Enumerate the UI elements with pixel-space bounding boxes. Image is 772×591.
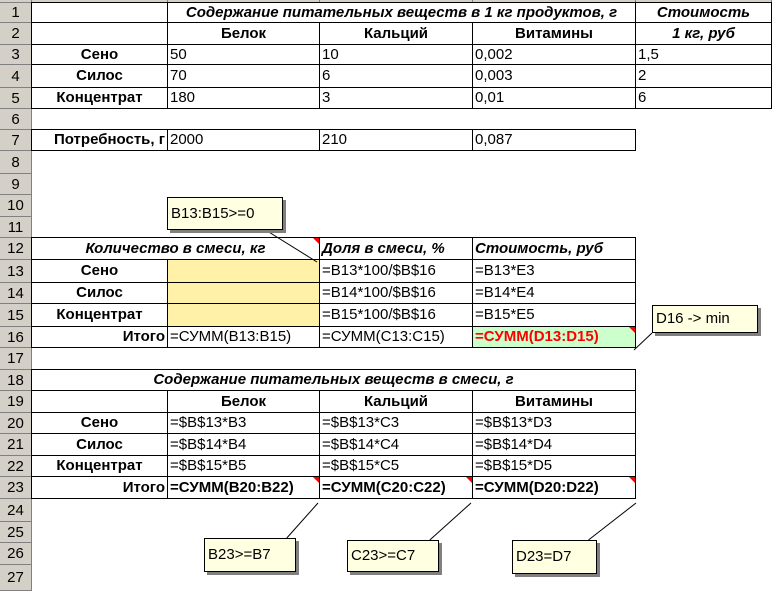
row-header-7[interactable]: 7 — [0, 130, 32, 151]
cell-a3[interactable]: Сено — [80, 46, 119, 63]
cell-b13[interactable] — [168, 260, 319, 282]
cell-border — [31, 22, 168, 45]
comment-arrow-d23 — [589, 503, 637, 540]
cell-b19[interactable]: Белок — [220, 393, 267, 410]
cell-d16[interactable]: =СУММ(D13:D15) — [473, 327, 635, 347]
cell-c12[interactable]: Доля в смеси, % — [322, 240, 445, 257]
cell-c19[interactable]: Кальций — [363, 393, 429, 410]
cell-b1[interactable]: Содержание питательных веществ в 1 кг продуктов, г — [185, 4, 618, 21]
row-header-5[interactable]: 5 — [0, 88, 32, 109]
cell-d7[interactable]: 0,087 — [475, 131, 513, 148]
cell-d19[interactable]: Витамины — [515, 393, 593, 410]
cell-e5[interactable]: 6 — [638, 89, 647, 106]
row-header-14[interactable]: 14 — [0, 283, 32, 304]
cell-border — [31, 2, 168, 23]
row-header-20[interactable]: 20 — [0, 413, 32, 434]
cell-d20[interactable]: =$B$13*D3 — [475, 414, 553, 431]
cell-d21[interactable]: =$B$14*D4 — [475, 436, 553, 453]
cell-a16[interactable]: Итого — [122, 328, 165, 345]
cell-e3[interactable]: 1,5 — [638, 46, 659, 63]
comment-indicator-d23[interactable] — [629, 477, 635, 483]
row-header-10[interactable]: 10 — [0, 195, 32, 217]
cell-d13[interactable]: =B13*E3 — [475, 262, 535, 279]
cell-a21[interactable]: Силос — [76, 436, 123, 453]
row-header-23[interactable]: 23 — [0, 477, 32, 499]
cell-c13[interactable]: =B13*100/$B$16 — [322, 262, 436, 279]
comment-indicator-c23[interactable] — [466, 477, 472, 483]
cell-a14[interactable]: Силос — [76, 284, 123, 301]
cell-b16[interactable]: =СУММ(B13:B15) — [170, 328, 292, 345]
cell-a4[interactable]: Силос — [76, 67, 123, 84]
cell-b7[interactable]: 2000 — [170, 131, 204, 148]
cell-b5[interactable]: 180 — [170, 89, 196, 106]
cell-c4[interactable]: 6 — [322, 67, 331, 84]
comment-arrow-c23 — [430, 503, 471, 540]
cell-c16[interactable]: =СУММ(C13:C15) — [322, 328, 445, 345]
row-header-9[interactable]: 9 — [0, 174, 32, 195]
cell-b21[interactable]: =$B$14*B4 — [170, 436, 247, 453]
cell-c23[interactable]: =СУММ(C20:C22) — [322, 479, 446, 496]
cell-c3[interactable]: 10 — [322, 46, 339, 63]
cell-e1[interactable]: Стоимость — [656, 4, 751, 21]
row-header-3[interactable]: 3 — [0, 45, 32, 65]
cell-a7[interactable]: Потребность, г — [53, 131, 165, 148]
cell-c15[interactable]: =B15*100/$B$16 — [322, 306, 436, 323]
cell-d22[interactable]: =$B$15*D5 — [475, 457, 553, 474]
cell-border — [31, 390, 168, 413]
comment-arrow-b23 — [287, 503, 318, 538]
cell-d5[interactable]: 0,01 — [475, 89, 505, 106]
cell-a12[interactable]: Количество в смеси, кг — [85, 240, 266, 257]
comment-box-c23[interactable]: C23>=C7 — [347, 540, 439, 572]
row-header-22[interactable]: 22 — [0, 456, 32, 477]
row-header-4[interactable]: 4 — [0, 65, 32, 88]
cell-c21[interactable]: =$B$14*C4 — [322, 436, 400, 453]
comment-box-d16[interactable]: D16 -> min — [652, 305, 758, 333]
cell-a22[interactable]: Концентрат — [56, 457, 143, 474]
comment-arrow-d16 — [634, 333, 652, 350]
cell-c5[interactable]: 3 — [322, 89, 331, 106]
cell-a13[interactable]: Сено — [80, 262, 119, 279]
cell-d23[interactable]: =СУММ(D20:D22) — [475, 479, 599, 496]
cell-b2[interactable]: Белок — [220, 25, 267, 42]
cell-c22[interactable]: =$B$15*C5 — [322, 457, 400, 474]
row-header-8[interactable]: 8 — [0, 151, 32, 174]
row-header-16[interactable]: 16 — [0, 327, 32, 348]
cell-b4[interactable]: 70 — [170, 67, 187, 84]
cell-d15[interactable]: =B15*E5 — [475, 306, 535, 323]
row-header-2[interactable]: 2 — [0, 23, 32, 45]
cell-a15[interactable]: Концентрат — [56, 306, 143, 323]
row-header-13[interactable]: 13 — [0, 260, 32, 283]
cell-b23[interactable]: =СУММ(B20:B22) — [170, 479, 294, 496]
cell-c2[interactable]: Кальций — [363, 25, 429, 42]
row-header-21[interactable]: 21 — [0, 434, 32, 456]
row-header-25[interactable]: 25 — [0, 522, 32, 543]
row-header-27[interactable]: 27 — [0, 565, 32, 591]
row-header-11[interactable]: 11 — [0, 217, 32, 238]
cell-a5[interactable]: Концентрат — [56, 89, 143, 106]
row-header-19[interactable]: 19 — [0, 391, 32, 413]
cell-d2[interactable]: Витамины — [515, 25, 593, 42]
cell-e4[interactable]: 2 — [638, 67, 647, 84]
comment-indicator-b12[interactable] — [313, 238, 319, 244]
cell-b15[interactable] — [168, 304, 319, 326]
cell-e2[interactable]: 1 кг, руб — [672, 25, 735, 42]
cell-d12[interactable]: Стоимость, руб — [475, 240, 604, 257]
row-header-6[interactable]: 6 — [0, 109, 32, 130]
comment-box-d23[interactable]: D23=D7 — [512, 540, 597, 574]
row-header-17[interactable]: 17 — [0, 348, 32, 370]
row-header-15[interactable]: 15 — [0, 304, 32, 327]
comment-box-b12[interactable]: B13:B15>=0 — [167, 197, 283, 230]
row-header-26[interactable]: 26 — [0, 543, 32, 565]
cell-d14[interactable]: =B14*E4 — [475, 284, 535, 301]
row-header-12[interactable]: 12 — [0, 238, 32, 260]
cell-c7[interactable]: 210 — [322, 131, 348, 148]
cell-d3[interactable]: 0,002 — [475, 46, 513, 63]
cell-a20[interactable]: Сено — [80, 414, 119, 431]
cell-a18[interactable]: Содержание питательных веществ в смеси, г — [153, 371, 514, 388]
cell-c20[interactable]: =$B$13*C3 — [322, 414, 400, 431]
cell-b22[interactable]: =$B$15*B5 — [170, 457, 247, 474]
cell-a23[interactable]: Итого — [122, 479, 165, 496]
cell-b20[interactable]: =$B$13*B3 — [170, 414, 247, 431]
cell-b14[interactable] — [168, 283, 319, 303]
row-header-18[interactable]: 18 — [0, 370, 32, 391]
comment-box-b23[interactable]: B23>=B7 — [204, 538, 296, 572]
cell-b3[interactable]: 50 — [170, 46, 187, 63]
comment-indicator-b23[interactable] — [313, 477, 319, 483]
row-header-24[interactable]: 24 — [0, 499, 32, 522]
cell-d4[interactable]: 0,003 — [475, 67, 513, 84]
cell-c14[interactable]: =B14*100/$B$16 — [322, 284, 436, 301]
comment-indicator-d16[interactable] — [629, 327, 635, 333]
row-header-1[interactable]: 1 — [0, 3, 32, 23]
